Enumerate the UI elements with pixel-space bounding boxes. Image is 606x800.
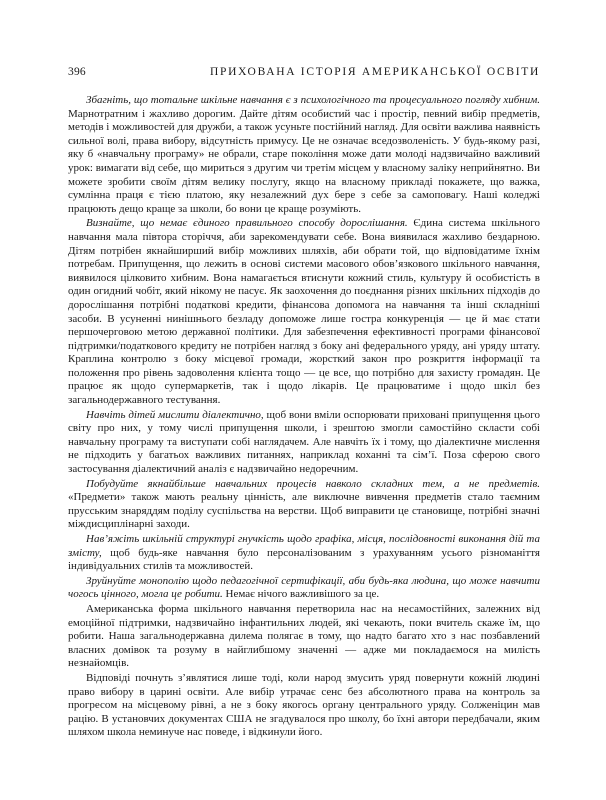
page-number: 396 (68, 66, 86, 78)
paragraph (68, 575, 540, 602)
paragraph-lead: Визнайте, що немає єдиного правильного способу дорослішання. (86, 217, 408, 230)
page-body (68, 94, 540, 740)
paragraph-text: Американська форма шкільного навчання перетворила нас на несамостійних, залежних від емоційної підтримки, надзвичайно інфантильних людей, які чекають, поки вчитель скаже їм, що робити. Наша загальнодержавна дилема полягає в тому, що надто багато хто з нас позбавлений власних домівок та розуму в найглибшому значенні — адже ми покладаємося на милість незнайомців. (68, 602, 540, 670)
paragraph (68, 533, 540, 574)
paragraph-text: Єдина система шкільного навчання мала півтора сторіччя, аби зарекомендувати себе. Вона виявилася жахливо бездарною. Дітям потрібен якнайширший вибір можливих шляхів, аби обрати той, що відповідатиме їхнім потребам. Припущення, що лежить в основі системи масового обов’язкового шкільного навчання, виявилося цілковито хибним. Вона намагається втиснути кожний стиль, культуру й особистість в один огидний чобіт, який нікому не пасує. Як заохочення до поєднання різних шкільних підходів до дорослішання потрібні податкові кредити, фінансова допомога на навчання та інші складніші засоби. В усуненні нинішнього безладу допоможе лише гостра конкуренція — це й має стати першочерговою метою державної політики. Для забезпечення ефективності програми фінансової підтримки/податкового кредиту не потрібен нагляд з боку ані федерального уряду, ані уряду штату. Краплина контролю з боку місцевої громади, жорсткий закон про розкриття інформації та положення про рівень задоволення клієнта тощо — це все, що потрібно для захисту громадян. Це працює як щодо супермаркетів, так і щодо лікарів. Це працюватиме і щодо шкіл без загальнодержавного тестування. (68, 217, 541, 407)
paragraph-lead: Побудуйте якнайбільше навчальних процесів навколо складних тем, а не предметів. (86, 477, 540, 490)
paragraph-lead: Нав’яжіть шкільній структурі гнучкість щодо графіка, місця, послідовності виконання дій та змісту, (68, 533, 540, 559)
paragraph-text: Марнотратним і жахливо дорогим. Дайте дітям особистий час і простір, певний вибір предметів, методів і можливостей для дружби, а також усуньте постійний нагляд. Для освіти важлива наявність сильної волі, права вибору, відсутність примусу. Це не означає вседозволеність. У будь-якому разі, яку б «навчальну програму» не обрали, старе покоління може дати молоді надзвичайно важливий урок: вимагати від себе, що мириться з другим чи третім місцем у власному заліку неприйнятно. Ви можете зробити своїм дітям велику послугу, якщо на власному прикладі покажете, що важка, сумлінна праця є тією платою, яку незалежний дух бере з себе за самоповагу. Наші коледжі працюють дещо краще за школи, бо вони це краще розуміють. (68, 107, 540, 215)
paragraph (68, 603, 540, 671)
paragraph-text: «Предмети» також мають реальну цінність, але виключне вивчення предметів стало таємним прусським знаряддям поділу суспільства на верстви. Щоб виправити це становище, потрібні значні міждисциплінарні заходи. (68, 491, 540, 531)
page-header (68, 66, 540, 82)
paragraph (68, 672, 540, 740)
paragraph (68, 94, 540, 216)
paragraph (68, 217, 540, 407)
paragraph (68, 409, 540, 477)
paragraph-text: Відповіді почнуть з’являтися лише тоді, коли народ змусить уряд повернути кожній людині право вибору в царині освіти. Але вибір утрачає сенс без абсолютного права на контроль за прогресом на місцевому рівні, а не з боку якогось органу центрального уряду. Солженіцин мав рацію. В установчих документах США не згадувалося про школу, бо їхні автори передбачали, яким шляхом школа неминуче нас поведе, і відкинули його. (68, 671, 540, 739)
paragraph-lead: Навчіть дітей мислити діалектично, (86, 408, 264, 421)
paragraph-lead: Збагніть, що тотальне шкільне навчання є з психологічного та процесуального погляду хибним. (86, 94, 540, 106)
running-title: ПРИХОВАНА ІСТОРІЯ АМЕРИКАНСЬКОЇ ОСВІТИ (210, 66, 540, 78)
paragraph-lead: Зруйнуйте монополію щодо педагогічної сертифікації, аби будь-яка людина, що може навчити чогось цінного, могла це робити. (68, 574, 540, 601)
paragraph-text: щоб вони вміли оспорювати приховані припущення цього світу про них, у тому числі припущення школи, і зрештою змогли самостійно скласти собі навчальну програму та виступати собі наглядачем. Але навчіть їх і тому, що діалектичне мислення не підходить у багатьох важливих питаннях, наприклад коханні та сім’ї. Поза сферою свого застосування діалектичний аналіз є надзвичайно недоречним. (68, 408, 540, 476)
paragraph-text: щоб будь-яке навчання було персоналізованим з урахуванням усього різноманіття індивідуальних стилів та можливостей. (68, 546, 540, 573)
paragraph (68, 478, 540, 532)
paragraph-text: Немає нічого важливішого за це. (222, 588, 380, 601)
